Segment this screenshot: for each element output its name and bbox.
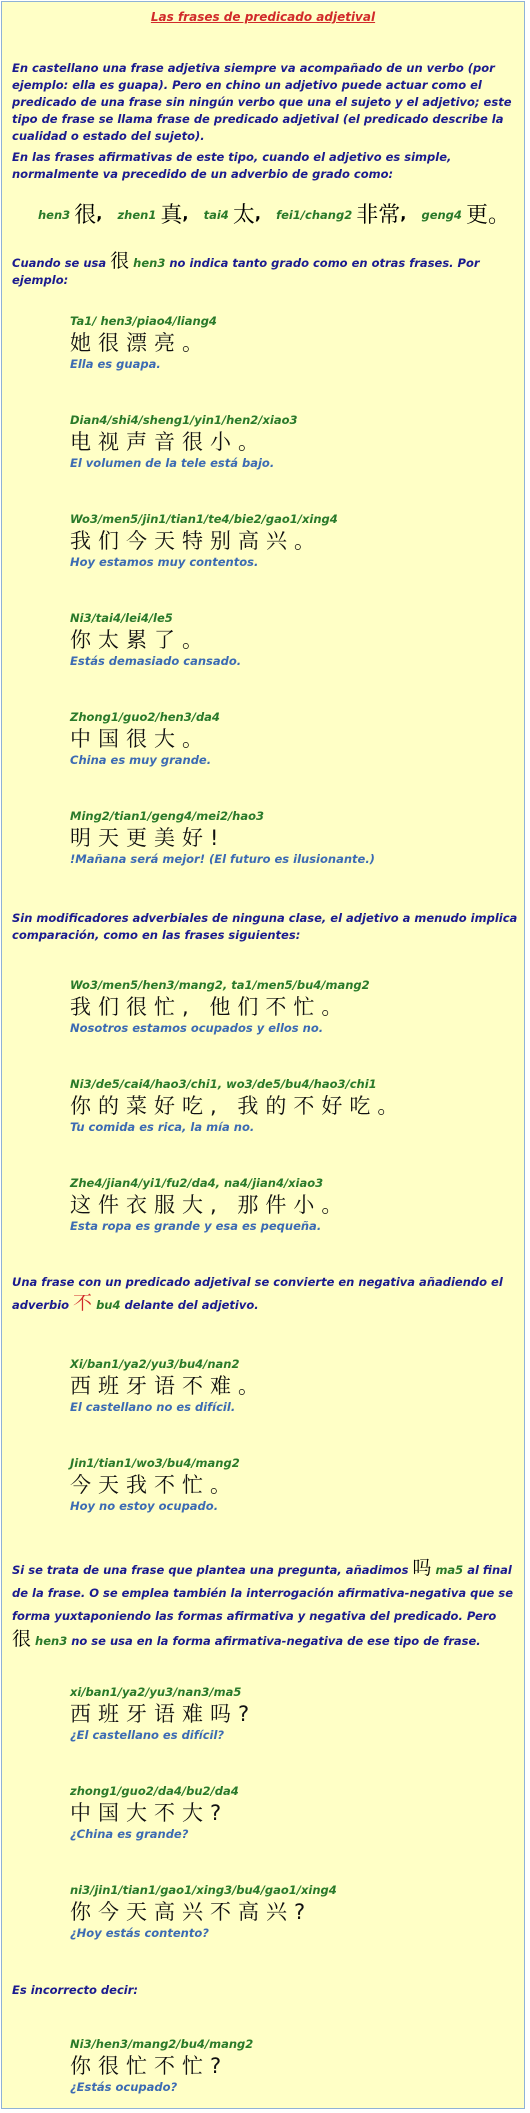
- example-block: [70, 1456, 520, 1514]
- example-chinese: 你太累了。: [70, 628, 210, 652]
- example-translation: Esta ropa es grande y esa es pequeña.: [70, 1219, 322, 1233]
- example-chinese: 你的菜好吃, 我的不好吃。: [70, 1094, 406, 1118]
- example-chinese: 今天我不忙。: [70, 1473, 238, 1497]
- example-chinese: 我们今天特别高兴。: [70, 529, 322, 553]
- example-translation: ¿El castellano es difícil?: [70, 1728, 225, 1742]
- example-block: [70, 1077, 520, 1135]
- example-pinyin: Zhe4/jian4/yi1/fu2/da4, na4/jian4/xiao3: [70, 1176, 324, 1190]
- adverb-pinyin: tai4: [203, 208, 229, 222]
- example-translation: Hoy no estoy ocupado.: [70, 1499, 219, 1513]
- example-pinyin: Ni3/tai4/lei4/le5: [70, 611, 173, 625]
- example-pinyin: Wo3/men5/hen3/mang2, ta1/men5/bu4/mang2: [70, 978, 370, 992]
- example-block: [70, 512, 520, 570]
- example-pinyin: Jin1/tian1/wo3/bu4/mang2: [70, 1456, 240, 1470]
- example-chinese: 你很忙不忙?: [70, 2054, 229, 2078]
- example-block: [70, 1784, 520, 1842]
- example-chinese: 西班牙语不难。: [70, 1374, 266, 1398]
- example-pinyin: Ta1/ hen3/piao4/liang4: [70, 314, 217, 328]
- adverb-pinyin: fei1/chang2: [276, 208, 353, 222]
- example-chinese: 中国大不大?: [70, 1801, 229, 1825]
- example-translation: Ella es guapa.: [70, 357, 161, 371]
- adverb-hanzi: 太: [232, 203, 255, 228]
- example-translation: El castellano no es difícil.: [70, 1400, 236, 1414]
- adverb-hanzi: 非常: [356, 203, 401, 228]
- affirmative-paragraph: En las frases afirmativas de este tipo, cuando el adjetivo es simple, normalmente va precedido de un adverbio de grado como:: [12, 150, 452, 181]
- hen-hanzi: 很: [12, 1628, 32, 1650]
- example-pinyin: zhong1/guo2/da4/bu2/da4: [70, 1784, 239, 1798]
- example-block: [70, 1357, 520, 1415]
- example-block: [70, 809, 520, 867]
- example-pinyin: xi/ban1/ya2/yu3/nan3/ma5: [70, 1685, 242, 1699]
- ma-hanzi: 吗: [412, 1557, 432, 1579]
- example-chinese: 我们很忙, 他们不忙。: [70, 995, 350, 1019]
- document-page: [1, 1, 525, 2109]
- hen-note-paragraph: Cuando se usa 很 hen3 no indica tanto grado como en otras frases. Por ejemplo:: [12, 250, 480, 287]
- example-translation: Hoy estamos muy contentos.: [70, 555, 259, 569]
- adverb-hanzi: 真: [160, 203, 183, 228]
- bu-hanzi: 不: [73, 1292, 93, 1314]
- example-chinese: 西班牙语难吗?: [70, 1702, 257, 1726]
- example-chinese: 这件衣服大, 那件小。: [70, 1193, 350, 1217]
- example-chinese: 电视声音很小。: [70, 430, 266, 454]
- example-block: [70, 1883, 520, 1941]
- example-translation: Estás demasiado cansado.: [70, 654, 242, 668]
- adverb-pinyin: geng4: [421, 208, 462, 222]
- example-block: [70, 1176, 520, 1234]
- example-pinyin: ni3/jin1/tian1/gao1/xing3/bu4/gao1/xing4: [70, 1883, 337, 1897]
- example-pinyin: Ni3/hen3/mang2/bu4/mang2: [70, 2037, 254, 2051]
- adverb-hanzi: 更: [465, 203, 488, 228]
- example-translation: ¿Estás ocupado?: [70, 2080, 178, 2094]
- example-block: [70, 1685, 520, 1743]
- example-pinyin: Zhong1/guo2/hen3/da4: [70, 710, 220, 724]
- example-translation: ¿Hoy estás contento?: [70, 1926, 209, 1940]
- example-pinyin: Dian4/shi4/sheng1/yin1/hen2/xiao3: [70, 413, 298, 427]
- example-block: [70, 413, 520, 471]
- example-translation: China es muy grande.: [70, 753, 212, 767]
- intro-paragraph: En castellano una frase adjetiva siempre va acompañado de un verbo (por ejemplo: ella es guapa). Pero en chino un adjetivo puede actuar como el predicado de una frase sin ningún verbo que una el sujeto y el adjetivo; este tipo de frase se llama frase de predicado adjetival (el predicado describe la cualidad o estado del sujeto).: [12, 61, 512, 143]
- example-translation: Tu comida es rica, la mía no.: [70, 1120, 255, 1134]
- adverb-pinyin: zhen1: [117, 208, 157, 222]
- example-pinyin: Wo3/men5/jin1/tian1/te4/bie2/gao1/xing4: [70, 512, 338, 526]
- example-chinese: 她很漂亮。: [70, 331, 210, 355]
- example-translation: ¿China es grande?: [70, 1827, 189, 1841]
- example-block: [70, 611, 520, 669]
- incorrect-label: Es incorrecto decir:: [12, 1983, 138, 1997]
- example-chinese: 你今天高兴不高兴?: [70, 1900, 313, 1924]
- example-pinyin: Xi/ban1/ya2/yu3/bu4/nan2: [70, 1357, 240, 1371]
- hen-hanzi: 很: [110, 250, 130, 272]
- example-block: [70, 314, 520, 372]
- example-block: [70, 978, 520, 1036]
- negative-paragraph: Una frase con un predicado adjetival se convierte en negativa añadiendo el adverbio 不 bu4 delante del adjetivo.: [12, 1275, 503, 1314]
- adverb-pinyin: hen3: [38, 208, 71, 222]
- example-chinese: 中国很大。: [70, 727, 210, 751]
- example-block: [70, 2037, 520, 2095]
- example-pinyin: Ni3/de5/cai4/hao3/chi1, wo3/de5/bu4/hao3/chi1: [70, 1077, 377, 1091]
- example-chinese: 明天更美好!: [70, 826, 226, 850]
- example-translation: El volumen de la tele está bajo.: [70, 456, 275, 470]
- page-title: Las frases de predicado adjetival: [150, 10, 376, 24]
- question-paragraph: Si se trata de una frase que plantea una pregunta, añadimos 吗 ma5 al final de la frase. O se emplea también la interrogación afirmativa-negativa que se forma yuxtaponiendo las formas afirmativa y negativa del predicado. Pero 很 hen3 no se usa en la forma afirmativa-negativa de ese tipo de frase.: [12, 1557, 514, 1650]
- adverb-hanzi: 很: [74, 203, 97, 228]
- example-translation: Nosotros estamos ocupados y ellos no.: [70, 1021, 324, 1035]
- degree-adverbs-row: hen3 很, zhen1 真, tai4 太, fei1/chang2 非常, geng4 更。: [38, 203, 510, 228]
- example-block: [70, 710, 520, 768]
- example-translation: !Mañana será mejor! (El futuro es ilusionante.): [70, 852, 375, 866]
- comparison-paragraph: Sin modificadores adverbiales de ninguna clase, el adjetivo a menudo implica comparación, como en las frases siguientes:: [12, 911, 518, 942]
- example-pinyin: Ming2/tian1/geng4/mei2/hao3: [70, 809, 265, 823]
